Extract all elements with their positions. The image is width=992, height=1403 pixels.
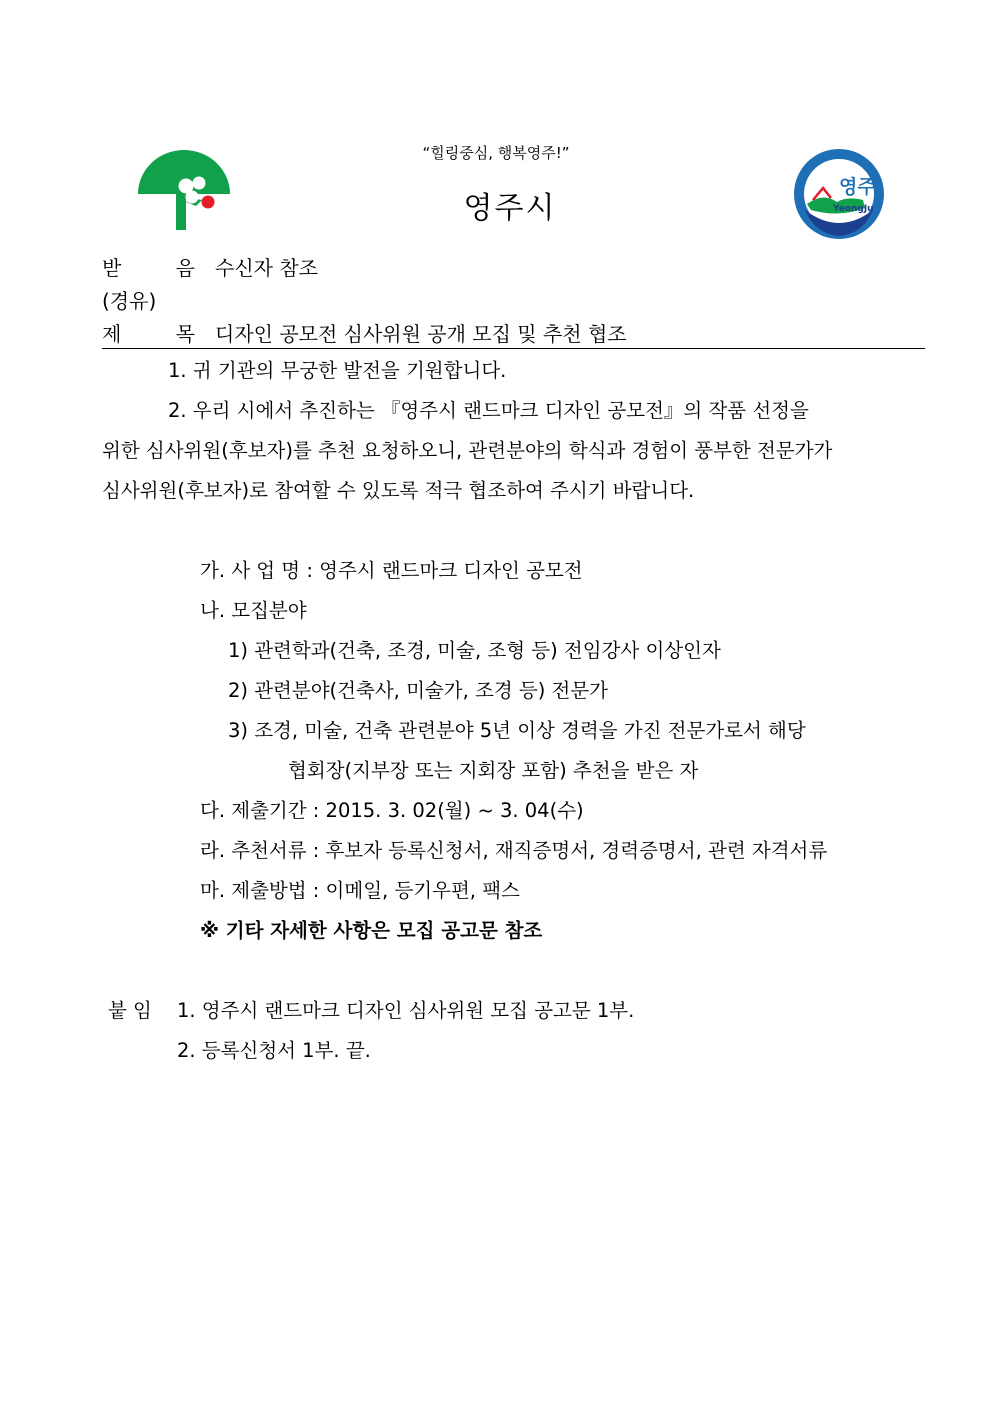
- item-recruit-field-3a: 3) 조경, 미술, 건축 관련분야 5년 이상 경력을 가진 전문가로서 해당: [228, 719, 806, 742]
- recipient-label: 받 음: [102, 256, 219, 280]
- item-recruit-field: 나. 모집분야: [200, 599, 307, 622]
- subject-value: 디자인 공모전 심사위원 공개 모집 및 추천 협조: [215, 322, 627, 346]
- item-submit-period: 다. 제출기간 : 2015. 3. 02(월) ~ 3. 04(수): [200, 799, 584, 822]
- org-name: 영주시: [463, 191, 557, 226]
- brand-name-en: YeongJu: [833, 204, 874, 214]
- attachment-item-2: 2. 등록신청서 1부. 끝.: [177, 1039, 371, 1062]
- note: ※ 기타 자세한 사항은 모집 공고문 참조: [200, 919, 543, 942]
- recipient-value: 수신자 참조: [215, 256, 318, 280]
- item-recruit-field-2: 2) 관련분야(건축사, 미술가, 조경 등) 전문가: [228, 679, 609, 702]
- subject-row: [102, 318, 627, 347]
- paragraph-2-line-1: 2. 우리 시에서 추진하는 『영주시 랜드마크 디자인 공모전』의 작품 선정을: [168, 399, 809, 422]
- attachment-label: 붙 임: [108, 999, 152, 1022]
- attachment-item-1: 1. 영주시 랜드마크 디자인 심사위원 모집 공고문 1부.: [177, 999, 635, 1022]
- brand-name-kr: 영주: [839, 176, 876, 198]
- paragraph-1: 1. 귀 기관의 무궁한 발전을 기원합니다.: [168, 359, 507, 382]
- city-emblem-icon: [136, 150, 232, 232]
- yeongju-brand-icon: [793, 148, 885, 240]
- item-submit-method: 마. 제출방법 : 이메일, 등기우편, 팩스: [200, 879, 520, 902]
- item-recruit-field-3b: 협회장(지부장 또는 지회장 포함) 추천을 받은 자: [288, 759, 699, 782]
- item-business-name: 가. 사 업 명 : 영주시 랜드마크 디자인 공모전: [200, 559, 583, 582]
- header-divider: [102, 348, 925, 349]
- subject-label: 제 목: [102, 322, 219, 346]
- item-recruit-field-1: 1) 관련학과(건축, 조경, 미술, 조형 등) 전임강사 이상인자: [228, 639, 721, 662]
- paragraph-2-line-2: 위한 심사위원(후보자)를 추천 요청하오니, 관련분야의 학식과 경험이 풍부한 전문가가: [102, 439, 833, 462]
- via-label: (경유): [102, 289, 157, 313]
- paragraph-2-line-3: 심사위원(후보자)로 참여할 수 있도록 적극 협조하여 주시기 바랍니다.: [102, 479, 695, 502]
- slogan: “힐링중심, 행복영주!”: [422, 144, 570, 162]
- recipient-row: [102, 252, 318, 281]
- brand-arc-text: [793, 148, 794, 149]
- item-documents: 라. 추천서류 : 후보자 등록신청서, 재직증명서, 경력증명서, 관련 자격서류: [200, 839, 828, 862]
